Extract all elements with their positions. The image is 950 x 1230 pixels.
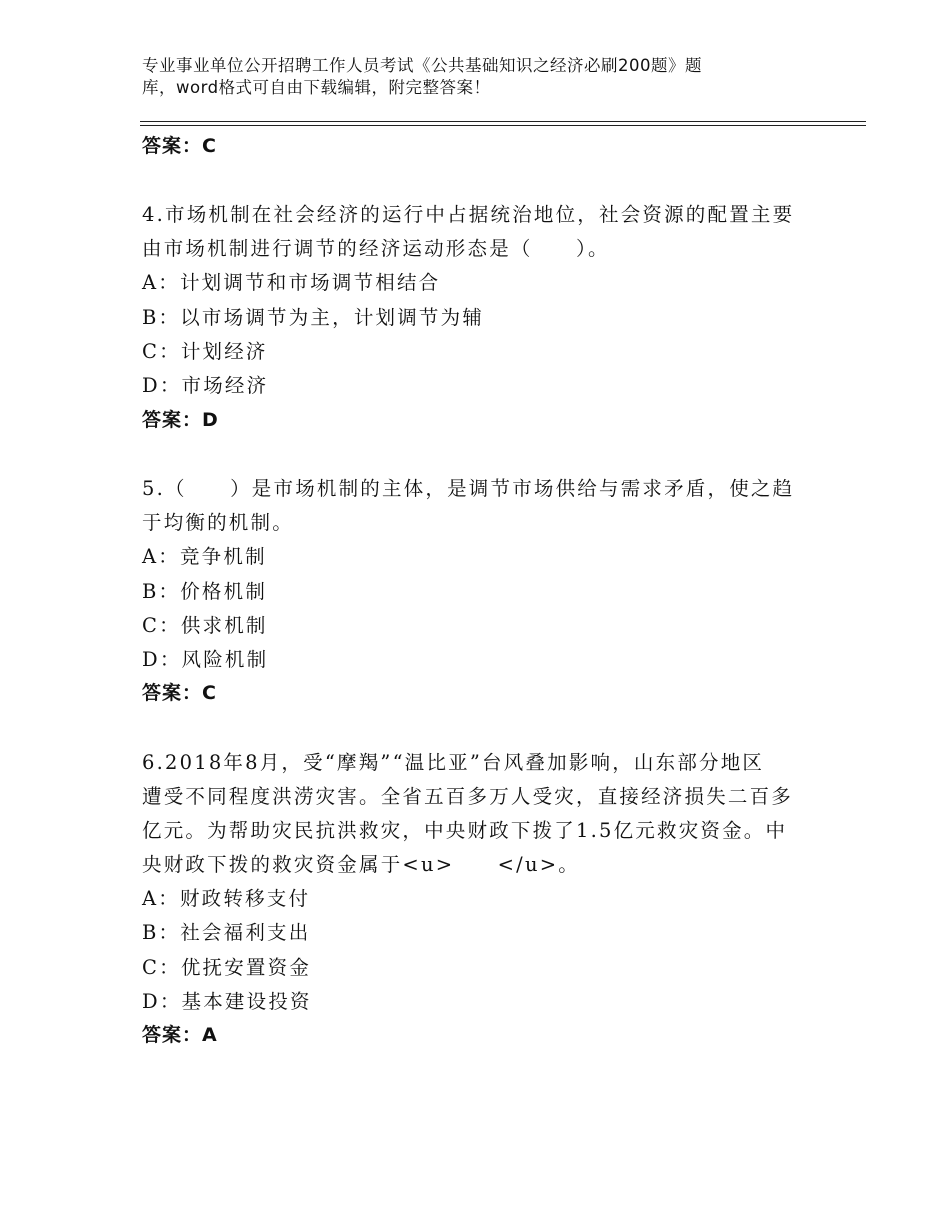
question-6-option-d: D：基本建设投资 <box>142 990 312 1013</box>
previous-answer: 答案：C <box>142 135 217 157</box>
question-4-line-1: 4.市场机制在社会经济的运行中占据统治地位，社会资源的配置主要 <box>142 203 795 226</box>
question-6-option-c: C：优抚安置资金 <box>142 956 312 979</box>
question-5-option-b: B：价格机制 <box>142 580 268 603</box>
question-5-option-d: D：风险机制 <box>142 648 269 671</box>
question-6-option-a: A：财政转移支付 <box>142 887 311 910</box>
question-4-option-a: A：计划调节和市场调节相结合 <box>142 271 441 294</box>
question-5-answer: 答案：C <box>142 682 217 704</box>
document-header <box>142 55 782 99</box>
question-5-line-2: 于均衡的机制。 <box>142 511 294 534</box>
question-6-line-1: 6.2018年8月，受“摩羯”“温比亚”台风叠加影响，山东部分地区 <box>142 751 765 774</box>
question-5-option-a: A：竞争机制 <box>142 545 267 568</box>
question-4-option-b: B：以市场调节为主，计划调节为辅 <box>142 306 485 329</box>
question-6-option-b: B：社会福利支出 <box>142 921 311 944</box>
question-6-line-3: 亿元。为帮助灾民抗洪救灾，中央财政下拨了1.5亿元救灾资金。中 <box>142 819 788 842</box>
question-5-line-1: 5.（ ）是市场机制的主体，是调节市场供给与需求矛盾，使之趋 <box>142 477 795 500</box>
question-6-line-2: 遭受不同程度洪涝灾害。全省五百多万人受灾，直接经济损失二百多 <box>142 785 794 808</box>
question-6-line-4: 央财政下拨的救灾资金属于<u> </u>。 <box>142 853 580 876</box>
header-rule-top <box>140 121 866 122</box>
header-line-2: 库，word格式可自由下载编辑，附完整答案！ <box>142 78 491 97</box>
question-4-answer: 答案：D <box>142 409 219 431</box>
question-4-option-c: C：计划经济 <box>142 340 268 363</box>
question-4-option-d: D：市场经济 <box>142 374 269 397</box>
header-rule-bottom <box>140 125 866 126</box>
question-6-answer: 答案：A <box>142 1024 218 1046</box>
header-line-1: 专业事业单位公开招聘工作人员考试《公共基础知识之经济必刷200题》题 <box>142 56 702 75</box>
question-4-line-2: 由市场机制进行调节的经济运动形态是（ ）。 <box>142 237 610 260</box>
question-5-option-c: C：供求机制 <box>142 614 268 637</box>
